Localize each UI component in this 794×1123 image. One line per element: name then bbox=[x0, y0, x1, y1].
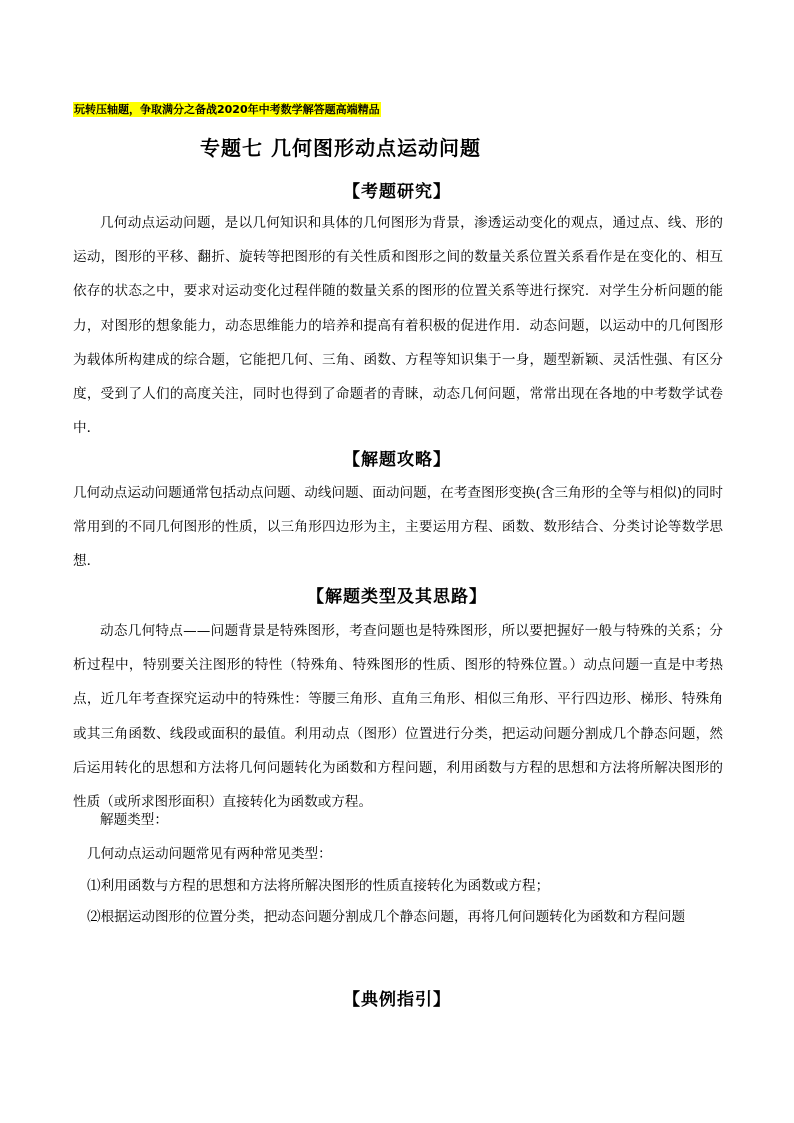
page-title: 专题七 几何图形动点运动问题 bbox=[200, 136, 481, 160]
heading-types: 【解题类型及其思路】 bbox=[307, 587, 487, 607]
types-item-2: ⑵根据运动图形的位置分类，把动态问题分割成几个静态问题，再将几何问题转化为函数和方程问题 bbox=[87, 909, 686, 925]
heading-research: 【考题研究】 bbox=[343, 182, 451, 202]
types-item-1: ⑴利用函数与方程的思想和方法将所解决图形的性质直接转化为函数或方程； bbox=[87, 878, 550, 894]
paragraph-research: 几何动点运动问题，是以几何知识和具体的几何图形为背景，渗透运动变化的观点，通过点、线、形的运动，图形的平移、翻折、旋转等把图形的有关性质和图形之间的数量关系位置关系看作是在变化的、相互依存的状态之中，要求对运动变化过程伴随的数量关系的图形的位置关系等进行探究．对学生分析问题的能力，对图形的想象能力，动态思维能力的培养和提高有着积极的促进作用．动态问题，以运动中的几何图形为载体所构建成的综合题，它能把几何、三角、函数、方程等知识集于一身，题型新颖、灵活性强、有区分度，受到了人们的高度关注，同时也得到了命题者的青睐，动态几何问题，常常出现在各地的中考数学试卷中． bbox=[73, 215, 723, 437]
types-intro: 几何动点运动问题常见有两种常见类型： bbox=[87, 846, 332, 862]
heading-strategy: 【解题攻略】 bbox=[343, 450, 451, 470]
paragraph-types: 动态几何特点——问题背景是特殊图形，考查问题也是特殊图形，所以要把握好一般与特殊的关系；分析过程中，特别要关注图形的特性（特殊角、特殊图形的性质、图形的特殊位置。）动点问题一直是中考热点，近几年考查探究运动中的特殊性：等腰三角形、直角三角形、相似三角形、平行四边形、梯形、特殊角或其三角函数、线段或面积的最值。利用动点（图形）位置进行分类，把运动问题分割成几个静态问题，然后运用转化的思想和方法将几何问题转化为函数和方程问题，利用函数与方程的思想和方法将所解决图形的性质（或所求图形面积）直接转化为函数或方程。 bbox=[73, 623, 723, 811]
heading-examples: 【典例指引】 bbox=[343, 990, 451, 1010]
series-banner: 玩转压轴题，争取满分之备战2020年中考数学解答题高端精品 bbox=[74, 103, 380, 116]
types-label: 解题类型： bbox=[100, 812, 168, 828]
paragraph-strategy: 几何动点运动问题通常包括动点问题、动线问题、面动问题，在考查图形变换(含三角形的全等与相似)的同时常用到的不同几何图形的性质，以三角形四边形为主，主要运用方程、函数、数形结合、分类讨论等数学思想． bbox=[73, 485, 723, 570]
